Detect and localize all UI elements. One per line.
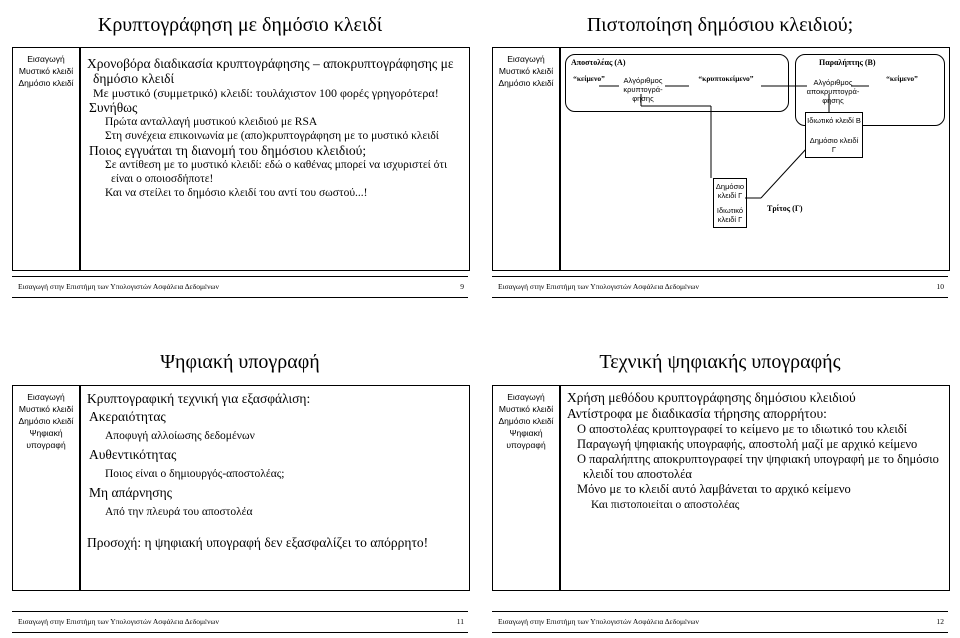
bullet-text: Και να στείλει το δημόσιο κλειδί του αντί του σωστού...! <box>105 187 368 199</box>
plaintext-out: “κείμενο” <box>886 74 918 83</box>
slide-content <box>80 385 470 591</box>
bullet-text: Συνήθως <box>89 100 138 115</box>
sidebar-item: Δημόσιο κλειδί <box>18 78 74 88</box>
bullet-text: Χρονοβόρα διαδικασία κρυπτογράφησης – αποκρυπτογράφησης με δημόσιο κλειδί <box>87 56 454 86</box>
sidebar-item: Ψηφιακή υπογραφή <box>506 428 546 450</box>
plaintext-in: “κείμενο” <box>573 74 605 83</box>
bullet-text: Προσοχή: η ψηφιακή υπογραφή δεν εξασφαλίζει το απόρρητο! <box>87 535 429 550</box>
bullet-text: Αυθεντικότητας <box>89 447 177 462</box>
sender-label: Αποστολέας (Α) <box>571 58 626 67</box>
slide-9 <box>0 0 480 319</box>
bullet-text: Ο αποστολέας κρυπτογραφεί το κείμενο με το ιδιωτικό του κλειδί <box>577 422 907 436</box>
slide-footer <box>12 276 468 298</box>
bullet-text: Με μυστικό (συμμετρικό) κλειδί: τουλάχιστον 100 φορές γρηγορότερα! <box>93 86 439 100</box>
bullet-text: Ο παραλήπτης αποκρυπτογραφεί την ψηφιακή υπογραφή με το δημόσιο κλειδί του αποστολέα <box>577 452 939 481</box>
sidebar-item: Εισαγωγή <box>27 392 65 402</box>
bullet-text: Ακεραιότητας <box>89 409 166 424</box>
public-key-diagram <box>561 48 949 270</box>
slide-footer <box>492 611 948 633</box>
slide-content <box>560 385 950 591</box>
third-private-key: Ιδιωτικό κλειδί Γ <box>716 206 744 224</box>
slide-content <box>80 47 470 271</box>
slide-sidebar <box>12 47 80 271</box>
sidebar-item: Μυστικό κλειδί <box>18 66 74 76</box>
bullet-text: Και πιστοποιείται ο αποστολέας <box>591 499 740 511</box>
slide-title: Κρυπτογράφηση με δημόσιο κλειδί <box>97 14 383 36</box>
sidebar-item: Δημόσιο κλειδί <box>18 416 74 426</box>
bullet-text: Αποφυγή αλλοίωσης δεδομένων <box>105 430 255 442</box>
slide-sidebar <box>492 47 560 271</box>
slide-12 <box>480 319 960 638</box>
decryption-algorithm: Αλγόριθμος αποκρυπτογρά-φησης <box>806 78 860 105</box>
bullet-text: Ποιος εγγυάται τη διανομή του δημόσιου κλειδιού; <box>89 143 367 158</box>
page-number: 11 <box>456 617 464 626</box>
sidebar-item: Εισαγωγή <box>27 54 65 64</box>
third-public-key: Δημόσιο κλειδί Γ <box>715 182 745 200</box>
slide-footer <box>492 276 948 298</box>
sidebar-item: Δημόσιο κλειδί <box>498 416 554 426</box>
bullet-text: Αντίστροφα με διαδικασία τήρησης απορρήτου: <box>567 406 827 421</box>
sidebar-item: Μυστικό κλειδί <box>498 404 554 414</box>
footer-text: Εισαγωγή στην Επιστήμη των Υπολογιστών Ασφάλεια Δεδομένων <box>498 282 699 291</box>
page-number: 10 <box>936 282 944 291</box>
bullet-text: Παραγωγή ψηφιακής υπογραφής, αποστολή μαζί με αρχικό κείμενο <box>577 437 918 451</box>
sidebar-item: Μυστικό κλειδί <box>498 66 554 76</box>
slide-11 <box>0 319 480 638</box>
sidebar-item: Δημόσιο κλειδί <box>498 78 554 88</box>
bullet-text: Ποιος είναι ο δημιουργός-αποστολέας; <box>105 468 285 480</box>
bullet-text: Στη συνέχεια επικοινωνία με (απο)κρυπτογράφηση με το μυστικό κλειδί <box>105 130 439 142</box>
sidebar-item: Εισαγωγή <box>507 54 545 64</box>
slide-sidebar <box>492 385 560 591</box>
ciphertext: “κρυπτοκείμενο” <box>698 74 754 83</box>
receiver-private-key: Ιδιωτικό κλειδί Β <box>807 116 861 125</box>
page-number: 9 <box>460 282 464 291</box>
bullet-text: Σε αντίθεση με το μυστικό κλειδί: εδώ ο καθένας μπορεί να ισχυριστεί ότι είναι ο οποιοσδήποτε! <box>105 159 448 185</box>
slide-10 <box>480 0 960 319</box>
encryption-algorithm: Αλγόριθμος κρυπτογρά-φησης <box>623 76 663 103</box>
bullet-text: Μόνο με το κλειδί αυτό λαμβάνεται το αρχικό κείμενο <box>577 482 851 496</box>
slide-title: Τεχνική ψηφιακής υπογραφής <box>599 351 841 373</box>
footer-text: Εισαγωγή στην Επιστήμη των Υπολογιστών Ασφάλεια Δεδομένων <box>498 617 699 626</box>
footer-text: Εισαγωγή στην Επιστήμη των Υπολογιστών Ασφάλεια Δεδομένων <box>18 617 219 626</box>
receiver-label: Παραλήπτης (Β) <box>819 58 876 67</box>
page-number: 12 <box>936 617 944 626</box>
bullet-text: Από την πλευρά του αποστολέα <box>105 506 253 518</box>
slide-footer <box>12 611 468 633</box>
bullet-text: Χρήση μεθόδου κρυπτογράφησης δημόσιου κλειδιού <box>567 390 856 405</box>
slide-content <box>560 47 950 271</box>
sidebar-item: Ψηφιακή υπογραφή <box>26 428 66 450</box>
bullet-text: Μη απάρνησης <box>89 485 172 500</box>
receiver-public-key: Δημόσιο κλειδί Γ <box>809 136 859 154</box>
slide-sidebar <box>12 385 80 591</box>
sidebar-item: Εισαγωγή <box>507 392 545 402</box>
footer-text: Εισαγωγή στην Επιστήμη των Υπολογιστών Ασφάλεια Δεδομένων <box>18 282 219 291</box>
bullet-text: Πρώτα ανταλλαγή μυστικού κλειδιού με RSA <box>105 116 318 128</box>
third-party-label: Τρίτος (Γ) <box>767 204 803 213</box>
bullet-text: Κρυπτογραφική τεχνική για εξασφάλιση: <box>87 391 311 406</box>
slide-title: Ψηφιακή υπογραφή <box>160 351 320 373</box>
sidebar-item: Μυστικό κλειδί <box>18 404 74 414</box>
slide-title: Πιστοποίηση δημόσιου κλειδιού; <box>586 14 854 36</box>
